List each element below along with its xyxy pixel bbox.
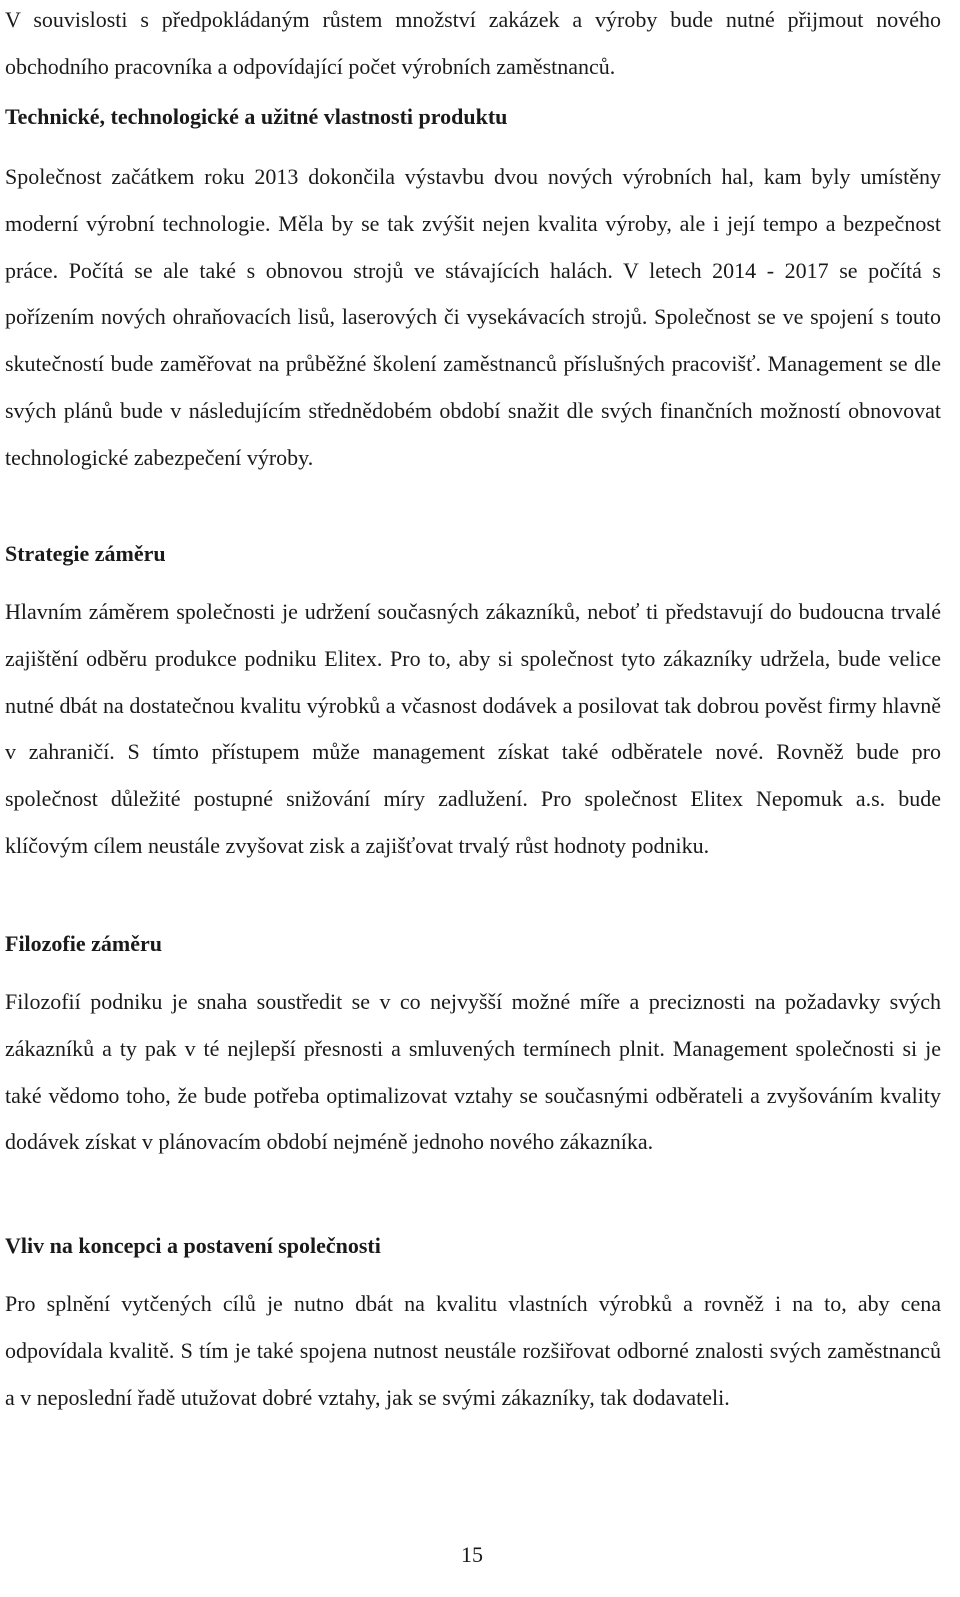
page-number: 15 bbox=[461, 1542, 483, 1567]
intro-paragraph: V souvislosti s předpokládaným růstem množství zakázek a výroby bude nutné přijmout nového obchodního pracovníka a odpovídající počet výrobních zaměstnanců. bbox=[5, 7, 941, 79]
heading-influence: Vliv na koncepci a postavení společnosti bbox=[5, 1233, 381, 1258]
philosophy-paragraph: Filozofií podniku je snaha soustředit se v co nejvyšší možné míře a preciznosti na požadavky svých zákazníků a ty pak v té nejlepší přesnosti a smluvených termínech plnit. Management společnosti si je také vědomo toho, že bude potřeba optimalizovat vztahy se současnými odběrateli a zvyšováním kvality dodávek získat v plánovacím období nejméně jednoho nového zákazníka. bbox=[5, 989, 941, 1155]
heading-technical-properties: Technické, technologické a užitné vlastnosti produktu bbox=[5, 104, 508, 129]
strategy-paragraph: Hlavním záměrem společnosti je udržení současných zákazníků, neboť ti představují do budoucna trvalé zajištění odběru produkce podniku Elitex. Pro to, aby si společnost tyto zákazníky udržela, bude velice nutné dbát na dostatečnou kvalitu výrobků a včasnost dodávek a posilovat tak dobrou pověst firmy hlavně v zahraničí. S tímto přístupem může management získat také odběratele nové. Rovněž bude pro společnost důležité postupné snižování míry zadlužení. Pro společnost Elitex Nepomuk a.s. bude klíčovým cílem neustále zvyšovat zisk a zajišťovat trvalý růst hodnoty podniku. bbox=[5, 599, 941, 858]
influence-paragraph: Pro splnění vytčených cílů je nutno dbát na kvalitu vlastních výrobků a rovněž i na to, aby cena odpovídala kvalitě. S tím je také spojena nutnost neustále rozšiřovat odborné znalosti svých zaměstnanců a v neposlední řadě utužovat dobré vztahy, jak se svými zákazníky, tak dodavateli. bbox=[5, 1291, 941, 1410]
heading-strategy: Strategie záměru bbox=[5, 541, 166, 566]
technical-properties-paragraph: Společnost začátkem roku 2013 dokončila výstavbu dvou nových výrobních hal, kam byly umístěny moderní výrobní technologie. Měla by se tak zvýšit nejen kvalita výroby, ale i její tempo a bezpečnost práce. Počítá se ale také s obnovou strojů ve stávajících halách. V letech 2014 - 2017 se počítá s pořízením nových ohraňovacích lisů, laserových či vysekávacích strojů. Společnost se ve spojení s touto skutečností bude zaměřovat na průběžné školení zaměstnanců příslušných pracovišť. Management se dle svých plánů bude v následujícím střednědobém období snažit dle svých finančních možností obnovovat technologické zabezpečení výroby. bbox=[5, 164, 941, 470]
heading-philosophy: Filozofie záměru bbox=[5, 931, 162, 956]
